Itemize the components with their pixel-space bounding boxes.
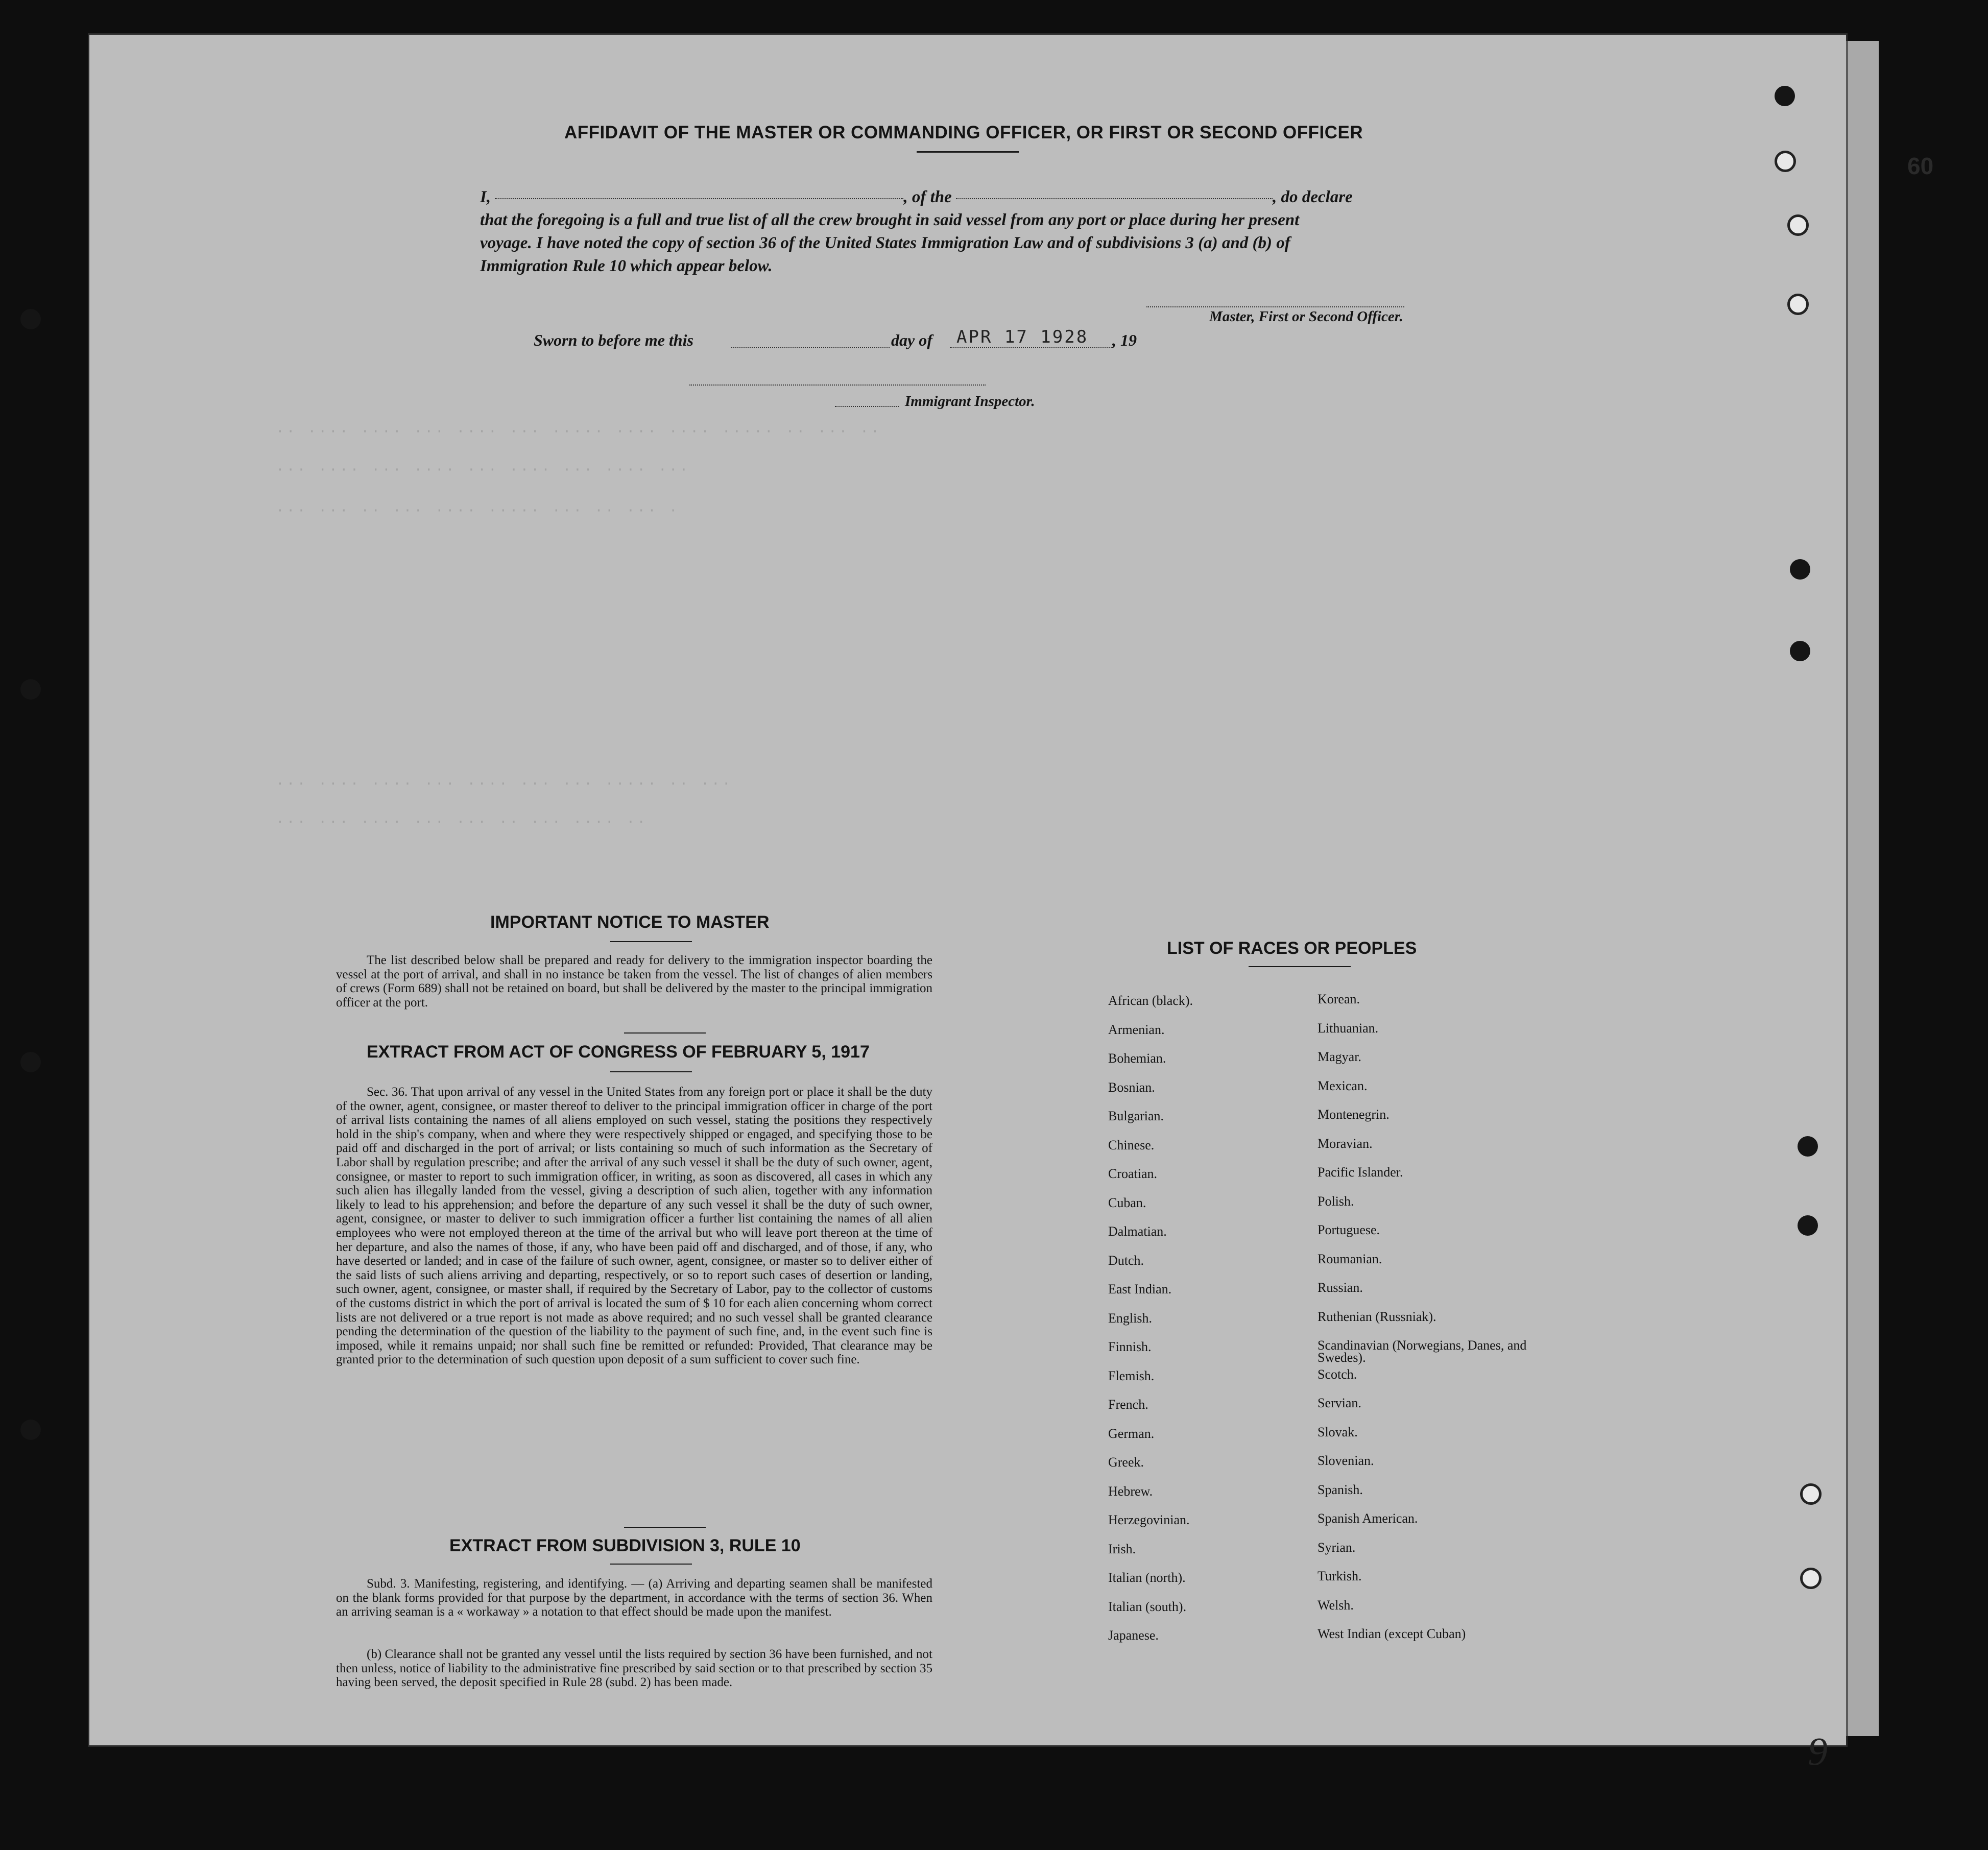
year-label: , 19 (1112, 331, 1137, 349)
master-signature-label: Master, First or Second Officer. (1209, 308, 1403, 325)
race-row (1108, 1224, 1547, 1253)
binder-hole (20, 679, 41, 700)
race-item: Turkish. (1318, 1569, 1362, 1583)
race-item: Polish. (1318, 1193, 1354, 1209)
inspector-label: Immigrant Inspector. (905, 393, 1035, 410)
race-item: East Indian. (1108, 1282, 1172, 1296)
race-item: Irish. (1108, 1541, 1136, 1556)
race-item: Korean. (1318, 992, 1360, 1006)
sworn-day-field[interactable] (731, 347, 890, 348)
bleed-through: ··· ···· ··· ···· ··· ···· ··· ···· ··· (276, 462, 690, 478)
race-item: Spanish American. (1318, 1511, 1418, 1526)
race-item: Moravian. (1318, 1136, 1373, 1151)
act-underline (610, 1071, 692, 1072)
race-item: Flemish. (1108, 1368, 1155, 1383)
form-page (89, 35, 1846, 1745)
race-row (1108, 1397, 1547, 1426)
binder-hole (1775, 151, 1796, 172)
rule-para-a: Subd. 3. Manifesting, registering, and identifying. — (a) Arriving and departing seamen shall be manifested on the blank forms provided for that purpose by the department, in accordance with the terms of section 36. When an arriving seaman is a « workaway » a notation to that effect should be made upon the manifest. (336, 1577, 932, 1619)
act-divider (624, 1527, 706, 1528)
page-number: 60 (1907, 153, 1934, 179)
race-row (1108, 1080, 1547, 1109)
race-item: Greek. (1108, 1455, 1144, 1470)
race-row (1108, 1166, 1547, 1195)
declaration-line-3: voyage. I have noted the copy of section 36 of the United States Immigration Law and of subdivisions 3 (a) and (b) of (480, 234, 1290, 252)
race-item: Montenegrin. (1318, 1107, 1390, 1122)
bleed-through: ·· ···· ···· ··· ···· ··· ····· ···· ···· ····· ·· ··· ·· (276, 424, 881, 440)
binder-hole (1775, 86, 1795, 106)
race-item: Slovenian. (1318, 1453, 1374, 1468)
race-item: Herzegovinian. (1108, 1512, 1190, 1527)
declaration-line-1 (480, 186, 1353, 209)
race-item: Scotch. (1318, 1366, 1357, 1382)
race-item: Magyar. (1318, 1049, 1361, 1064)
bleed-through: ··· ··· ···· ··· ··· ·· ··· ···· ·· (276, 814, 648, 830)
race-row (1108, 1195, 1547, 1224)
day-of-label: day of (891, 331, 932, 349)
sworn-month-field[interactable] (950, 347, 1113, 348)
binder-hole (20, 1052, 41, 1072)
binder-hole (20, 1420, 41, 1440)
race-item: Bosnian. (1108, 1079, 1155, 1095)
race-item: Roumanian. (1318, 1251, 1382, 1266)
race-item: Armenian. (1108, 1022, 1165, 1037)
race-item: Russian. (1318, 1280, 1363, 1295)
race-item: West Indian (except Cuban) (1318, 1626, 1466, 1641)
race-item: French. (1108, 1397, 1148, 1412)
rule-para-b: (b) Clearance shall not be granted any vessel until the lists required by section 36 have been furnished, and not then unless, notice of liability to the administrative fine prescribed by said section or to that prescribed by section 35 having been served, the deposit specified in Rule 28 (subd. 2) has been made. (336, 1647, 932, 1690)
race-item: African (black). (1108, 993, 1193, 1008)
date-stamp: APR 17 1928 (956, 327, 1089, 347)
notice-title: IMPORTANT NOTICE TO MASTER (490, 912, 770, 932)
race-item: English. (1108, 1310, 1152, 1326)
act-text: Sec. 36. That upon arrival of any vessel in the United States from any foreign port or place it shall be the duty of the owner, agent, consignee, or master thereof to deliver to the principal immigration officer in charge of the port of arrival lists containing the names of all aliens employed on such vessel, stating the positions they respectively hold in the ship's company, when and where they were respectively shipped or engaged, and specifying those to be paid off and discharged in the port of arrival; or lists containing so much of such information as the Secretary of Labor shall by regulation prescribe; and after the arrival of any such vessel it shall be the duty of such owner, agent, consignee, or master to report to such immigration officer, in writing, as soon as discovered, all cases in which any such alien has illegally landed from the vessel, giving a description of such alien, together with any information likely to lead to his apprehension; and before the departure of any such vessel it shall be the duty of such owner, agent, consignee, or master to deliver to such immigration officer a further list containing the names of all alien employees who were not employed thereon at the time of the arrival but who will leave port thereon at the time of her departure, and also the names of those, if any, who have been paid off and discharged, and of those, if any, who have deserted or landed; and in case of the failure of such owner, agent, consignee, or master so to deliver either of the said lists of such aliens arriving and departing, respectively, or so to report such cases of desertion or landing, such owner, agent, consignee, or master shall, if required by the Secretary of Labor, pay to the collector of customs of the customs district in which the port of arrival is located the sum of $ 10 for each alien concerning whom correct lists are not delivered or a true report is not made as above required; and no such vessel shall be granted clearance pending the determination of the question of the liability to the payment of such fine, and, in the event such fine is imposed, while it remains unpaid; nor shall such fine be remitted or refunded: Provided, That clearance may be granted prior to the determination of such question upon deposit of a sum sufficient to cover such fine. (336, 1085, 932, 1367)
affidavit-title: AFFIDAVIT OF THE MASTER OR COMMANDING OFFICER, OR FIRST OR SECOND OFFICER (564, 123, 1363, 142)
race-row (1108, 1282, 1547, 1311)
rule-underline (610, 1564, 692, 1565)
notice-divider (624, 1032, 706, 1034)
race-item: Ruthenian (Russniak). (1318, 1309, 1436, 1324)
race-item: Spanish. (1318, 1482, 1363, 1497)
binder-hole (1800, 1483, 1822, 1505)
race-row (1108, 1109, 1547, 1138)
margin-note: 9 (1808, 1729, 1828, 1773)
binder-hole (1798, 1136, 1818, 1157)
race-row (1108, 1339, 1547, 1368)
race-row (1108, 1455, 1547, 1484)
race-item: Lithuanian. (1318, 1020, 1379, 1036)
race-row (1108, 1542, 1547, 1571)
race-row (1108, 1628, 1547, 1657)
races-list (1108, 993, 1547, 1657)
race-row (1108, 1512, 1547, 1542)
race-row (1108, 1570, 1547, 1599)
race-item: Chinese. (1108, 1137, 1155, 1152)
race-item: German. (1108, 1426, 1155, 1441)
race-row (1108, 1051, 1547, 1080)
race-row (1108, 1253, 1547, 1282)
master-signature-line[interactable] (1146, 306, 1404, 307)
act-title: EXTRACT FROM ACT OF CONGRESS OF FEBRUARY 5, 1917 (367, 1042, 870, 1062)
race-item: Scandinavian (Norwegians, Danes, and Swedes). (1318, 1338, 1527, 1365)
binder-hole (1787, 214, 1809, 236)
race-row (1108, 1484, 1547, 1513)
rule-title: EXTRACT FROM SUBDIVISION 3, RULE 10 (449, 1536, 801, 1555)
binder-hole (1790, 559, 1810, 580)
race-item: Croatian. (1108, 1166, 1158, 1181)
race-row (1108, 1311, 1547, 1340)
race-item: Mexican. (1318, 1078, 1368, 1093)
race-item: Cuban. (1108, 1195, 1146, 1210)
inspector-signature-line[interactable] (689, 385, 986, 386)
binder-hole (1800, 1568, 1822, 1589)
race-item: Syrian. (1318, 1540, 1356, 1555)
vessel-field[interactable] (956, 198, 1273, 199)
race-row (1108, 1426, 1547, 1455)
race-item: Welsh. (1318, 1597, 1354, 1613)
race-item: Slovak. (1318, 1424, 1358, 1439)
bleed-through: ··· ··· ·· ··· ···· ····· ··· ·· ··· · (276, 503, 680, 519)
sworn-before-label: Sworn to before me this (534, 331, 693, 349)
race-item: Finnish. (1108, 1339, 1152, 1354)
binder-hole (20, 309, 41, 329)
race-item: Japanese. (1108, 1628, 1159, 1643)
page-edge (1846, 41, 1879, 1736)
race-item: Bohemian. (1108, 1051, 1166, 1066)
race-item: Bulgarian. (1108, 1109, 1164, 1123)
name-field[interactable] (495, 198, 903, 199)
binder-hole (1798, 1215, 1818, 1236)
race-item: Portuguese. (1318, 1222, 1380, 1237)
race-item: Italian (north). (1108, 1570, 1186, 1585)
notice-underline (610, 941, 692, 942)
race-item: Dalmatian. (1108, 1224, 1167, 1239)
notice-text: The list described below shall be prepared and ready for delivery to the immigration inspector boarding the vessel at the port of arrival, and shall in no instance be taken from the vessel. The list of changes of alien members of crews (Form 689) shall not be retained on board, but shall be delivered by the master to the principal immigration officer at the port. (336, 953, 932, 1010)
declaration-of-the: , of the (903, 188, 952, 206)
title-underline (917, 151, 1019, 153)
race-row (1108, 1599, 1547, 1628)
race-row (1108, 1138, 1547, 1167)
race-item: Hebrew. (1108, 1483, 1153, 1499)
race-item: Italian (south). (1108, 1599, 1187, 1614)
declaration-i: I, (480, 188, 491, 206)
bleed-through: ··· ···· ···· ··· ···· ··· ··· ····· ·· ··· (276, 776, 733, 792)
race-item: Pacific Islander. (1318, 1165, 1403, 1180)
race-row (1108, 1368, 1547, 1398)
binder-hole (1787, 294, 1809, 315)
declaration-line-2: that the foregoing is a full and true list of all the crew brought in said vessel from any port or place during her present (480, 211, 1300, 229)
race-item: Dutch. (1108, 1253, 1144, 1268)
inspector-dots (835, 406, 899, 407)
declaration-do-declare: , do declare (1273, 188, 1353, 206)
declaration-line-4: Immigration Rule 10 which appear below. (480, 257, 773, 275)
binder-hole (1790, 641, 1810, 661)
race-row (1108, 993, 1547, 1022)
races-title: LIST OF RACES OR PEOPLES (1167, 939, 1417, 958)
race-item: Servian. (1318, 1396, 1361, 1410)
races-underline (1249, 966, 1351, 967)
race-row (1108, 1022, 1547, 1051)
